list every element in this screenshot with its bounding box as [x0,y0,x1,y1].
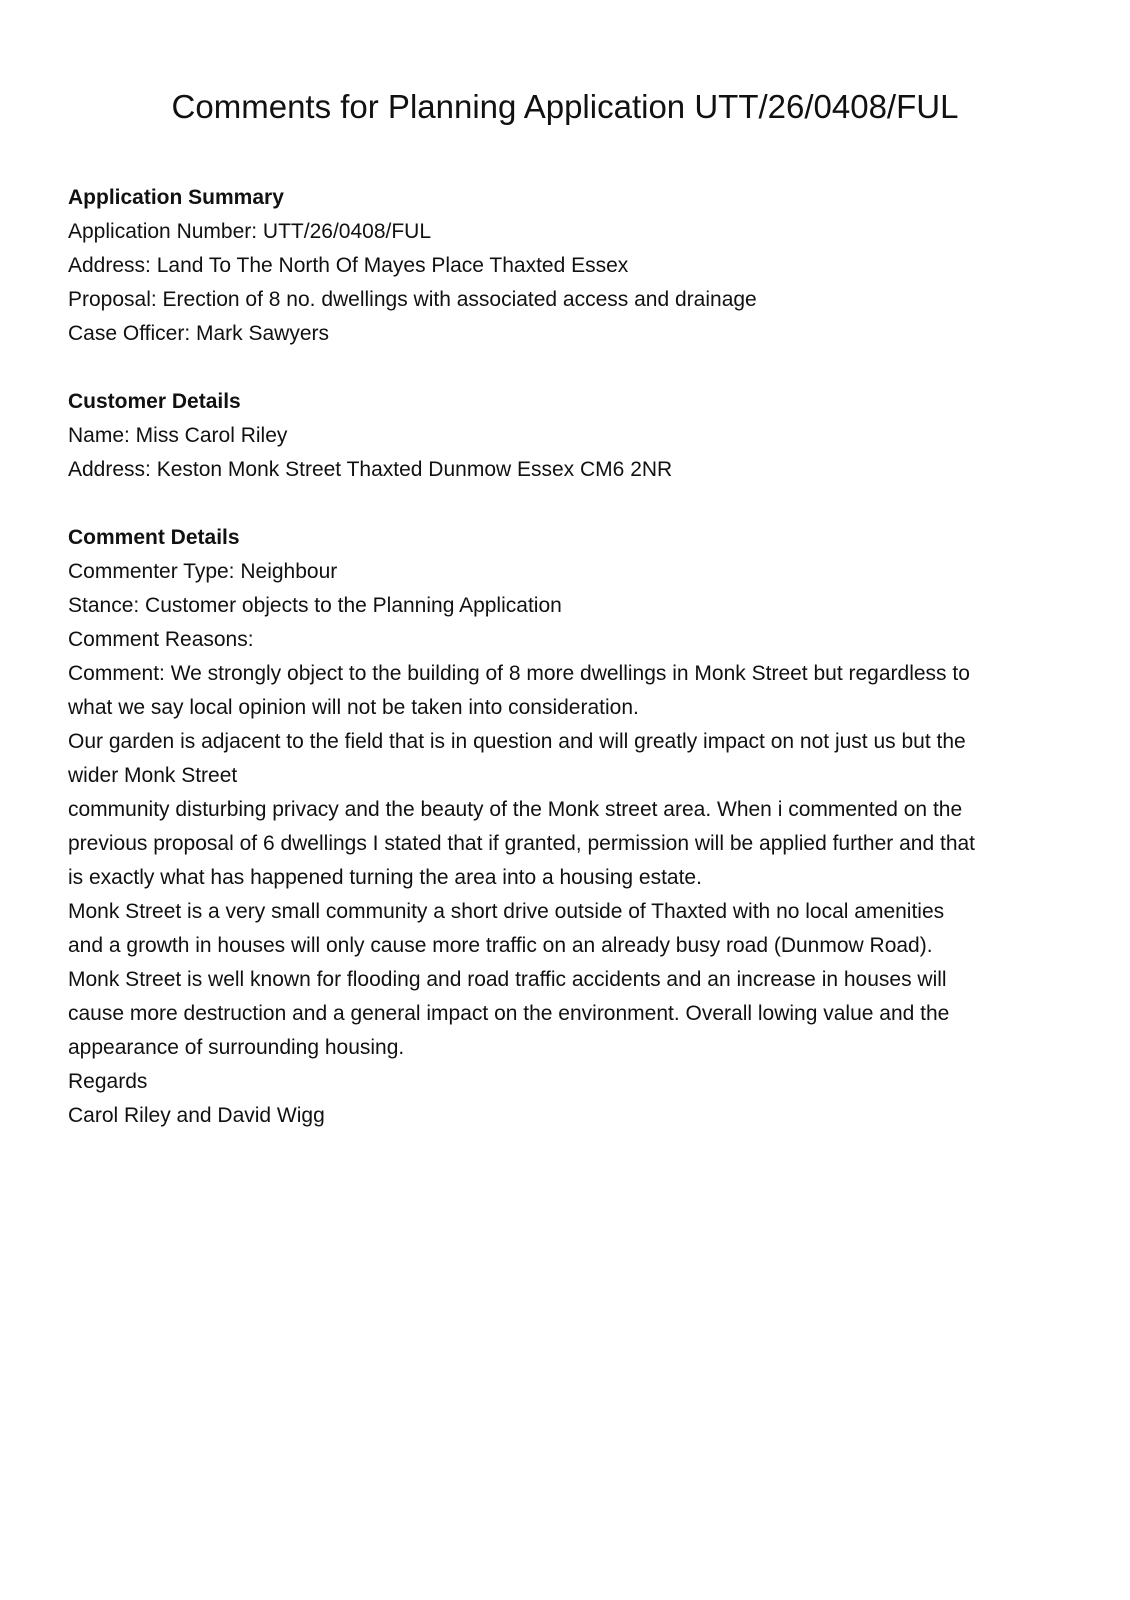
comment-body [68,657,1064,1133]
comment-line: and a growth in houses will only cause more traffic on an already busy road (Dunmow Road). [68,934,933,957]
comment-line: what we say local opinion will not be taken into consideration. [68,696,639,719]
application-summary-section [68,181,1064,351]
customer-name: Name: Miss Carol Riley [68,424,288,447]
comment-line: Monk Street is well known for flooding and road traffic accidents and an increase in houses will [68,968,947,991]
section-heading: Application Summary [68,186,284,209]
stance: Stance: Customer objects to the Planning Application [68,594,562,617]
comment-line: Comment: We strongly object to the building of 8 more dwellings in Monk Street but regardless to [68,662,970,685]
application-address: Address: Land To The North Of Mayes Place Thaxted Essex [68,254,629,277]
document-content [68,181,1064,1167]
customer-details-section [68,385,1064,487]
comment-line: is exactly what has happened turning the area into a housing estate. [68,866,702,889]
comment-line: cause more destruction and a general impact on the environment. Overall lowing value and the [68,1002,950,1025]
case-officer: Case Officer: Mark Sawyers [68,322,330,345]
comment-regards: Regards [68,1070,148,1093]
comment-line: appearance of surrounding housing. [68,1036,405,1059]
comment-line: Monk Street is a very small community a short drive outside of Thaxted with no local amenities [68,900,945,923]
comment-line: wider Monk Street [68,764,238,787]
customer-address: Address: Keston Monk Street Thaxted Dunmow Essex CM6 2NR [68,458,673,481]
comment-line: Our garden is adjacent to the field that is in question and will greatly impact on not just us but the [68,730,966,753]
section-heading: Customer Details [68,390,241,413]
commenter-type: Commenter Type: Neighbour [68,560,338,583]
application-proposal: Proposal: Erection of 8 no. dwellings with associated access and drainage [68,288,757,311]
section-heading: Comment Details [68,526,240,549]
comment-line: previous proposal of 6 dwellings I stated that if granted, permission will be applied further and that [68,832,976,855]
comment-details-section [68,521,1064,1133]
comment-line: community disturbing privacy and the beauty of the Monk street area. When i commented on the [68,798,963,821]
comment-reasons: Comment Reasons: [68,628,254,651]
page-title: Comments for Planning Application UTT/26/0408/FUL [171,88,959,125]
application-number: Application Number: UTT/26/0408/FUL [68,220,431,243]
comment-signature: Carol Riley and David Wigg [68,1104,325,1127]
